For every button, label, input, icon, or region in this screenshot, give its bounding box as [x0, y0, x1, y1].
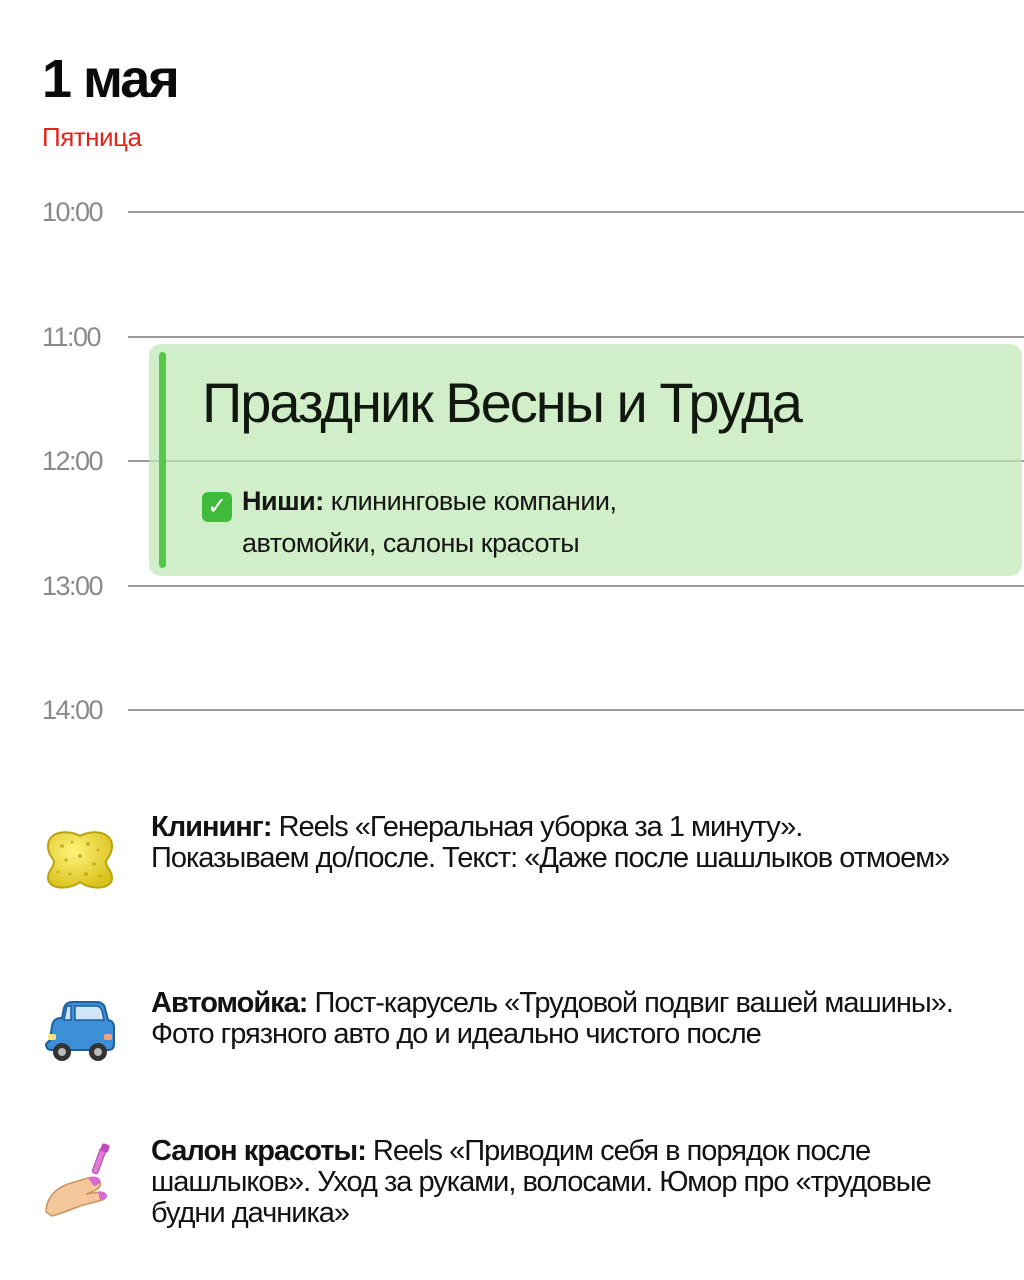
- event-accent-bar: [159, 352, 166, 568]
- car-icon: [40, 990, 120, 1070]
- time-label: 12:00: [42, 446, 103, 476]
- time-label: 14:00: [42, 695, 103, 725]
- event-title: Праздник Весны и Труда: [202, 371, 801, 434]
- date-title: 1 мая: [42, 49, 178, 109]
- time-label: 11:00: [42, 322, 101, 352]
- niches-text-2: автомойки, салоны красоты: [242, 528, 580, 558]
- niches-text-1: клининговые компании,: [323, 486, 617, 516]
- nail-polish-icon: [40, 1142, 120, 1222]
- idea-label: Клининг:: [151, 811, 272, 843]
- time-label: 10:00: [42, 197, 103, 227]
- idea-carwash-text: [151, 988, 961, 1050]
- hour-divider: [128, 585, 1024, 587]
- hour-divider: [128, 211, 1024, 213]
- hour-divider: [128, 709, 1024, 711]
- idea-cleaning-text: [151, 812, 961, 874]
- time-row-10: [0, 192, 1024, 232]
- event-niches: [202, 480, 802, 564]
- niches-label: Ниши:: [242, 486, 324, 516]
- time-row-14: [0, 690, 1024, 730]
- idea-beauty-text: [151, 1136, 961, 1229]
- calendar-event-card[interactable]: [149, 344, 1022, 576]
- idea-label: Салон красоты:: [151, 1135, 366, 1167]
- idea-description: Пост-карусель «Трудовой подвиг вашей машины». Фото грязного авто до и идеально чистого после: [151, 987, 953, 1050]
- hour-divider: [128, 336, 1024, 338]
- idea-label: Автомойка:: [151, 987, 308, 1019]
- sponge-icon: [40, 816, 120, 896]
- niches-line-1: [202, 480, 802, 522]
- idea-description: Reels «Приводим себя в порядок после шашлыков». Уход за руками, волосами. Юмор про «трудовые будни дачника»: [151, 1135, 931, 1229]
- check-mark-icon: ✓: [202, 492, 232, 522]
- idea-description: Reels «Генеральная уборка за 1 минуту». Показываем до/после. Текст: «Даже после шашлыков отмоем»: [151, 811, 950, 874]
- weekday-label: Пятница: [42, 122, 142, 152]
- time-label: 13:00: [42, 571, 103, 601]
